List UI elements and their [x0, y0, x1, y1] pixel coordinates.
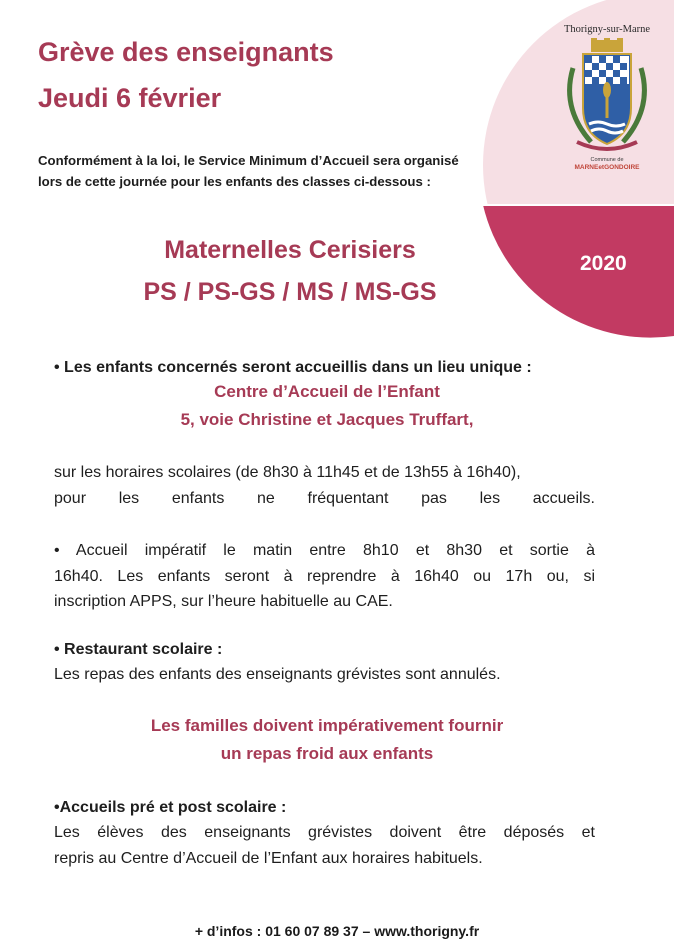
year-badge: 2020: [580, 252, 627, 275]
arrival-line3: inscription APPS, sur l’heure habituelle au CAE.: [54, 593, 393, 610]
care-line1: Les élèves des enseignants grévistes doivent être déposés et: [54, 824, 595, 841]
notice-line1: Les familles doivent impérativement fournir: [150, 716, 504, 735]
circle-divider: [483, 204, 674, 206]
restaurant-text: Les repas des enfants des enseignants grévistes sont annulés.: [54, 666, 501, 683]
crest-town-name: Thorigny-sur-Marne: [563, 24, 651, 35]
care-heading: •Accueils pré et post scolaire :: [54, 799, 287, 816]
notice-line2: un repas froid aux enfants: [220, 744, 434, 763]
restaurant-heading: • Restaurant scolaire :: [54, 641, 223, 658]
location-hours-line1: sur les horaires scolaires (de 8h30 à 11h45 et de 13h55 à 16h40),: [54, 464, 521, 481]
crest-community-name: MARNEetGONDOIRE: [574, 164, 640, 171]
arrival-line2: 16h40. Les enfants seront à reprendre à 16h40 ou 17h ou, si: [54, 568, 595, 585]
town-crest: [553, 24, 661, 182]
school-classes: PS / PS-GS / MS / MS-GS: [143, 278, 437, 306]
location-heading: • Les enfants concernés seront accueillis dans un lieu unique :: [54, 359, 532, 376]
location-address: 5, voie Christine et Jacques Truffart,: [180, 410, 474, 429]
page-title: Grève des enseignants: [38, 37, 334, 67]
circle-dark-segment: [483, 205, 674, 338]
location-hours-line2: pour les enfants ne fréquentant pas les accueils.: [54, 490, 595, 507]
crest-commune-label: Commune de: [590, 157, 624, 163]
footer-contact: + d’infos : 01 60 07 89 37 – www.thorigny.fr: [194, 923, 480, 939]
arrival-line1: • Accueil impératif le matin entre 8h10 et 8h30 et sortie à: [54, 542, 595, 559]
page-date: Jeudi 6 février: [38, 83, 222, 113]
school-name: Maternelles Cerisiers: [164, 236, 416, 264]
intro-text: Conformément à la loi, le Service Minimum d’Accueil sera organisé lors de cette journée pour les enfants des classes ci-dessous :: [38, 153, 459, 189]
care-line2: repris au Centre d’Accueil de l’Enfant aux horaires habituels.: [54, 850, 483, 867]
location-place-name: Centre d’Accueil de l’Enfant: [214, 382, 440, 401]
coat-of-arms-icon: [553, 38, 661, 158]
